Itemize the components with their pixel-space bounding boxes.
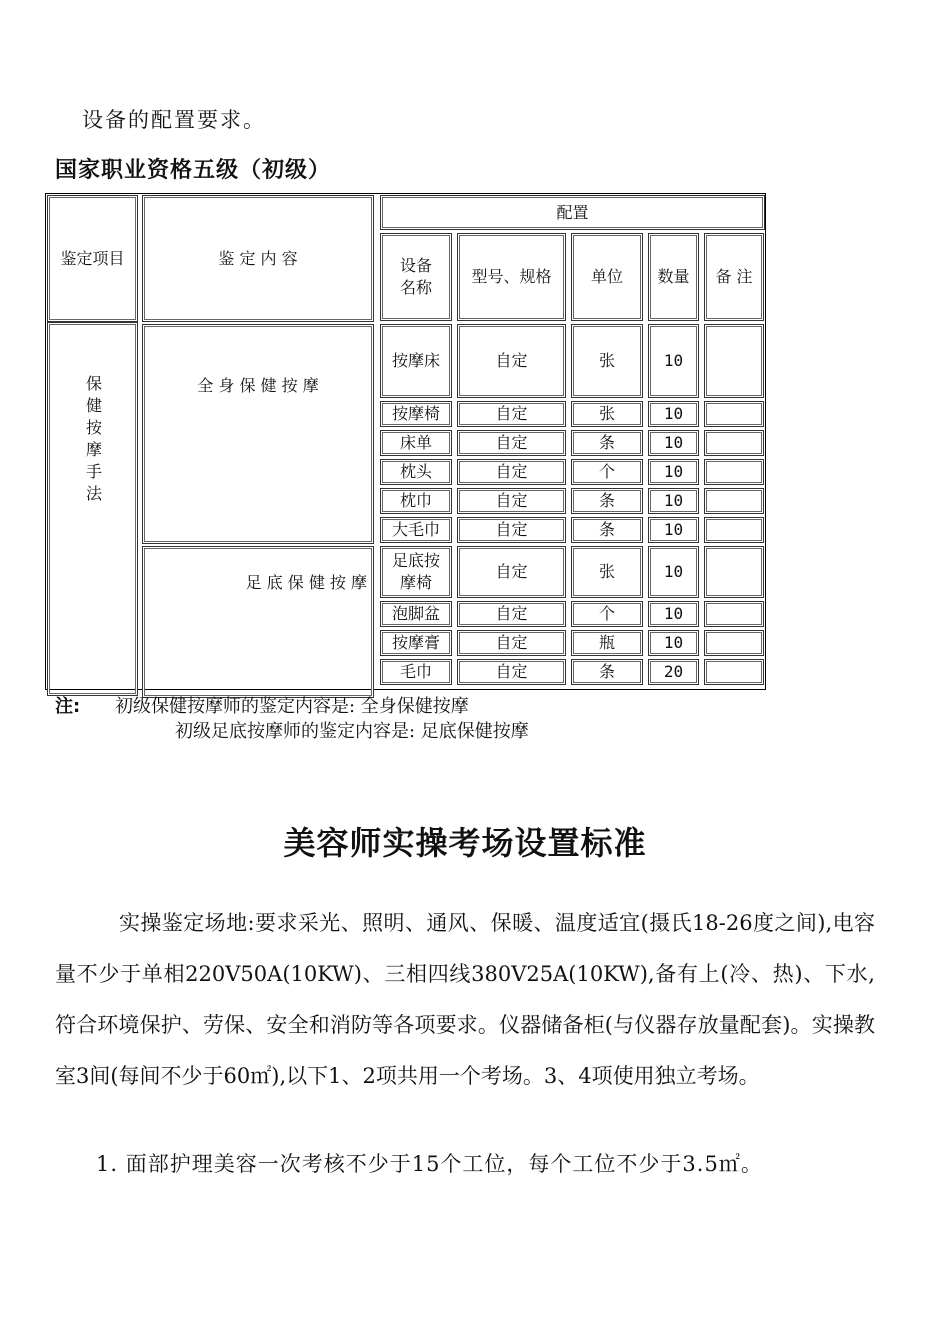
row-0-4-name-text: 枕巾 xyxy=(399,491,432,510)
header-config-text: 配置 xyxy=(556,202,589,222)
row-0-2-unit-text: 条 xyxy=(598,433,615,452)
subheader-2 xyxy=(571,233,643,321)
list-item-1: 1. 面部护理美容一次考核不少于15个工位，每个工位不少于3.5㎡。 xyxy=(96,1152,763,1176)
row-1-2-spec xyxy=(457,630,566,656)
row-0-3-note xyxy=(704,459,764,485)
row-0-5-name-text: 大毛巾 xyxy=(391,520,440,539)
row-1-1-name-text: 泡脚盆 xyxy=(391,604,440,623)
row-0-5-spec xyxy=(457,517,566,543)
row-1-1-qty xyxy=(648,601,699,627)
note-line-2: 初级足底按摩师的鉴定内容是: 足底保健按摩 xyxy=(175,721,529,742)
row-0-3-name-text: 枕头 xyxy=(399,462,432,481)
row-0-4-qty xyxy=(648,488,699,514)
item-name-cell-text: 保健按摩手法 xyxy=(83,375,103,507)
row-0-3-unit xyxy=(571,459,643,485)
row-1-2-spec-text: 自定 xyxy=(495,633,528,652)
row-1-3-spec-text: 自定 xyxy=(495,662,528,681)
group-content-1-text: 足 底 保 健 按 摩 xyxy=(245,573,367,592)
row-0-3-spec xyxy=(457,459,566,485)
row-0-3-spec-text: 自定 xyxy=(495,462,528,481)
row-1-0-qty-text: 10 xyxy=(663,562,684,581)
group-content-0-text: 全 身 保 健 按 摩 xyxy=(197,376,319,395)
row-0-2-spec-text: 自定 xyxy=(495,433,528,452)
body-paragraph: 实操鉴定场地:要求采光、照明、通风、保暖、温度适宜(摄氏18-26度之间),电容量不少于单相220V50A(10KW)、三相四线380V25A(10KW),备有上(冷、热)、下水,符合环境保护、劳保、安全和消防等各项要求。仪器储备柜(与仪器存放量配套)。实操教室3间(每间不少于60㎡),以下1、2项共用一个考场。3、4项使用独立考场。 xyxy=(55,911,875,1088)
row-1-2-qty xyxy=(648,630,699,656)
row-1-0-spec-text: 自定 xyxy=(495,562,528,581)
row-1-2-name-text: 按摩膏 xyxy=(391,633,440,652)
row-0-1-unit xyxy=(571,401,643,427)
subheader-3-text: 数量 xyxy=(657,267,690,286)
row-0-0-name-text: 按摩床 xyxy=(391,351,440,370)
level-heading: 国家职业资格五级（初级） xyxy=(55,158,332,183)
row-0-2-name xyxy=(380,430,452,456)
row-0-2-qty xyxy=(648,430,699,456)
row-0-0-unit xyxy=(571,324,643,398)
row-0-4-unit xyxy=(571,488,643,514)
row-0-5-note xyxy=(704,517,764,543)
row-0-0-spec-text: 自定 xyxy=(495,351,528,370)
row-0-1-spec-text: 自定 xyxy=(495,404,528,423)
subheader-4 xyxy=(704,233,764,321)
intro-line: 设备的配置要求。 xyxy=(82,108,266,132)
row-1-1-unit-text: 个 xyxy=(598,604,615,623)
row-1-2-unit xyxy=(571,630,643,656)
header-item xyxy=(47,195,138,322)
row-0-2-note xyxy=(704,430,764,456)
row-0-5-unit-text: 条 xyxy=(598,520,615,539)
row-1-0-spec xyxy=(457,546,566,598)
row-0-5-qty xyxy=(648,517,699,543)
row-0-1-note xyxy=(704,401,764,427)
row-1-0-unit xyxy=(571,546,643,598)
row-0-2-name-text: 床单 xyxy=(399,433,432,452)
row-0-0-qty xyxy=(648,324,699,398)
row-0-4-unit-text: 条 xyxy=(598,491,615,510)
row-0-0-spec xyxy=(457,324,566,398)
header-item-text: 鉴定项目 xyxy=(60,248,125,268)
row-0-0-note xyxy=(704,324,764,398)
row-1-1-qty-text: 10 xyxy=(663,604,684,623)
row-0-0-qty-text: 10 xyxy=(663,351,684,370)
row-1-3-spec xyxy=(457,659,566,685)
row-0-5-name xyxy=(380,517,452,543)
row-1-1-unit xyxy=(571,601,643,627)
row-1-3-note xyxy=(704,659,764,685)
subheader-4-text: 备 注 xyxy=(715,267,753,286)
row-0-1-qty-text: 10 xyxy=(663,404,684,423)
row-0-4-note xyxy=(704,488,764,514)
row-1-0-qty xyxy=(648,546,699,598)
subheader-2-text: 单位 xyxy=(590,267,623,286)
row-1-3-name xyxy=(380,659,452,685)
row-1-0-note xyxy=(704,546,764,598)
row-1-2-note xyxy=(704,630,764,656)
row-0-3-unit-text: 个 xyxy=(598,462,615,481)
row-1-3-qty-text: 20 xyxy=(663,662,684,681)
row-0-4-spec-text: 自定 xyxy=(495,491,528,510)
equipment-table xyxy=(45,193,766,690)
row-1-3-unit-text: 条 xyxy=(598,662,615,681)
note-label: 注: xyxy=(55,696,81,717)
row-0-3-qty xyxy=(648,459,699,485)
row-1-1-spec xyxy=(457,601,566,627)
header-content-text: 鉴 定 内 容 xyxy=(218,248,298,268)
row-1-2-unit-text: 瓶 xyxy=(598,633,615,652)
section-title: 美容师实操考场设置标准 xyxy=(283,824,647,862)
group-content-0 xyxy=(142,324,374,544)
row-1-1-name xyxy=(380,601,452,627)
row-0-4-qty-text: 10 xyxy=(663,491,684,510)
row-0-2-spec xyxy=(457,430,566,456)
row-0-5-spec-text: 自定 xyxy=(495,520,528,539)
row-0-1-qty xyxy=(648,401,699,427)
row-1-3-name-text: 毛巾 xyxy=(399,662,432,681)
row-0-1-name-text: 按摩椅 xyxy=(391,404,440,423)
subheader-1-text: 型号、规格 xyxy=(471,267,552,286)
row-1-2-name xyxy=(380,630,452,656)
group-content-1 xyxy=(142,546,374,698)
row-1-3-unit xyxy=(571,659,643,685)
subheader-0-text: 设备名称 xyxy=(399,256,432,297)
row-1-0-name xyxy=(380,546,452,598)
row-0-1-unit-text: 张 xyxy=(598,404,615,423)
row-0-5-qty-text: 10 xyxy=(663,520,684,539)
header-content xyxy=(142,195,374,322)
row-0-0-unit-text: 张 xyxy=(598,351,615,370)
row-0-2-unit xyxy=(571,430,643,456)
row-1-2-qty-text: 10 xyxy=(663,633,684,652)
note-line-1: 初级保健按摩师的鉴定内容是: 全身保健按摩 xyxy=(115,696,469,717)
row-0-3-name xyxy=(380,459,452,485)
row-1-0-unit-text: 张 xyxy=(598,562,615,581)
row-1-1-spec-text: 自定 xyxy=(495,604,528,623)
header-config xyxy=(380,195,765,230)
row-1-0-name-text: 足底按摩椅 xyxy=(391,551,440,592)
row-1-1-note xyxy=(704,601,764,627)
row-0-2-qty-text: 10 xyxy=(663,433,684,452)
subheader-1 xyxy=(457,233,566,321)
row-0-4-name xyxy=(380,488,452,514)
row-0-5-unit xyxy=(571,517,643,543)
row-0-4-spec xyxy=(457,488,566,514)
subheader-0 xyxy=(380,233,452,321)
row-0-0-name xyxy=(380,324,452,398)
row-0-1-spec xyxy=(457,401,566,427)
row-0-3-qty-text: 10 xyxy=(663,462,684,481)
item-name-cell xyxy=(47,322,138,696)
subheader-3 xyxy=(648,233,699,321)
row-0-1-name xyxy=(380,401,452,427)
row-1-3-qty xyxy=(648,659,699,685)
